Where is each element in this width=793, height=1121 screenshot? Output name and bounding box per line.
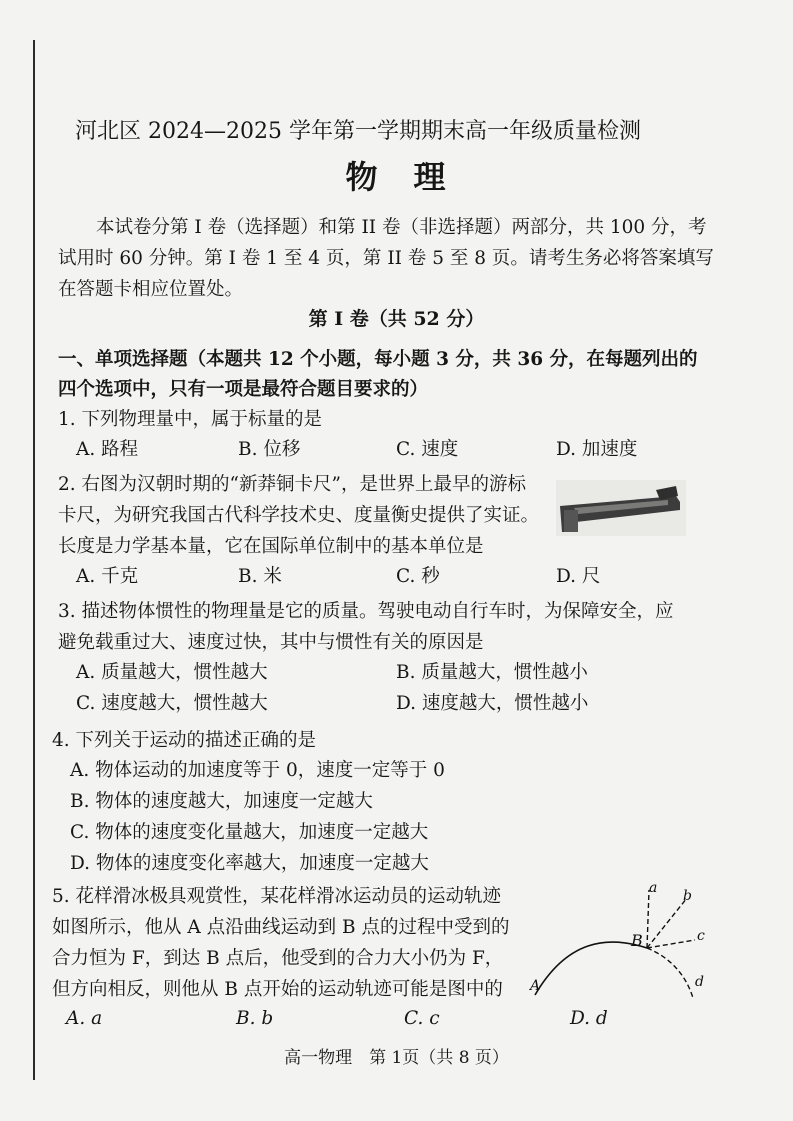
exam-header: 河北区 2024—2025 学年第一学期期末高一年级质量检测: [75, 119, 641, 144]
q1-option-a: A. 路程: [76, 439, 139, 460]
question-5-stem-line-2: 如图所示，他从 A 点沿曲线运动到 B 点的过程中受到的: [52, 917, 510, 938]
subject-title: 物 理: [345, 158, 448, 196]
question-3-stem-line-2: 避免载重过大、速度过快，其中与惯性有关的原因是: [58, 632, 484, 653]
question-5-stem-line-3: 合力恒为 F，到达 B 点后，他受到的合力大小仍为 F，: [52, 948, 504, 969]
q2-option-b: B. 米: [238, 566, 282, 587]
question-5-stem-line-4: 但方向相反，则他从 B 点开始的运动轨迹可能是图中的: [52, 979, 503, 1000]
q5-option-c: C. c: [404, 1008, 440, 1029]
motion-trajectory-diagram: [527, 880, 727, 1015]
bronze-caliper-image: [556, 480, 686, 536]
q1-option-d: D. 加速度: [556, 439, 638, 460]
q2-option-a: A. 千克: [76, 566, 139, 587]
label-path-a: a: [649, 880, 658, 896]
intro-line-3: 在答题卡相应位置处。: [58, 279, 244, 300]
q4-option-b: B. 物体的速度越大，加速度一定越大: [70, 791, 373, 812]
q5-option-d: D. d: [570, 1008, 608, 1029]
intro-line-1: 本试卷分第 I 卷（选择题）和第 II 卷（非选择题）两部分，共 100 分，考: [96, 217, 707, 238]
path-c: [647, 940, 695, 948]
question-2-stem-line-2: 卡尺，为研究我国古代科学技术史、度量衡史提供了实证。: [58, 505, 540, 526]
q3-option-b: B. 质量越大，惯性越小: [396, 662, 588, 683]
question-1-stem: 1. 下列物理量中，属于标量的是: [58, 409, 323, 430]
label-path-b: b: [683, 888, 692, 904]
q5-option-b: B. b: [236, 1008, 274, 1029]
q4-option-d: D. 物体的速度变化率越大，加速度一定越大: [70, 853, 429, 874]
question-4-stem: 4. 下列关于运动的描述正确的是: [52, 730, 317, 751]
q3-option-d: D. 速度越大，惯性越小: [396, 693, 589, 714]
question-5-stem-line-1: 5. 花样滑冰极具观赏性，某花样滑冰运动员的运动轨迹: [52, 886, 502, 907]
q4-option-a: A. 物体运动的加速度等于 0，速度一定等于 0: [70, 760, 445, 781]
question-2-stem-line-3: 长度是力学基本量，它在国际单位制中的基本单位是: [58, 536, 484, 557]
section-title: 第 I 卷（共 52 分）: [308, 308, 485, 330]
path-d: [647, 948, 693, 998]
label-point-a: A: [530, 978, 541, 994]
intro-line-2: 试用时 60 分钟。第 I 卷 1 至 4 页，第 II 卷 5 至 8 页。请考生务必将答案填写: [58, 248, 714, 269]
label-path-d: d: [695, 974, 704, 990]
q4-option-c: C. 物体的速度变化量越大，加速度一定越大: [70, 822, 429, 843]
part-heading-line-2: 四个选项中，只有一项是最符合题目要求的）: [58, 379, 429, 400]
part-heading-line-1: 一、单项选择题（本题共 12 个小题，每小题 3 分，共 36 分，在每题列出的: [58, 349, 698, 370]
q1-option-b: B. 位移: [238, 439, 301, 460]
q1-option-c: C. 速度: [396, 439, 459, 460]
question-3-stem-line-1: 3. 描述物体惯性的物理量是它的质量。驾驶电动自行车时，为保障安全，应: [58, 601, 674, 622]
q3-option-c: C. 速度越大，惯性越大: [76, 693, 268, 714]
q5-option-a: A. a: [66, 1008, 103, 1029]
page-footer: 高一物理 第 1页（共 8 页）: [284, 1048, 509, 1068]
q2-option-d: D. 尺: [556, 566, 601, 587]
q3-option-a: A. 质量越大，惯性越大: [76, 662, 268, 683]
question-2-stem-line-1: 2. 右图为汉朝时期的“新莽铜卡尺”，是世界上最早的游标: [58, 474, 526, 495]
path-b: [647, 898, 687, 948]
path-a: [647, 890, 649, 948]
label-point-b: B: [631, 931, 643, 950]
label-path-c: c: [697, 928, 705, 944]
q2-option-c: C. 秒: [396, 566, 440, 587]
